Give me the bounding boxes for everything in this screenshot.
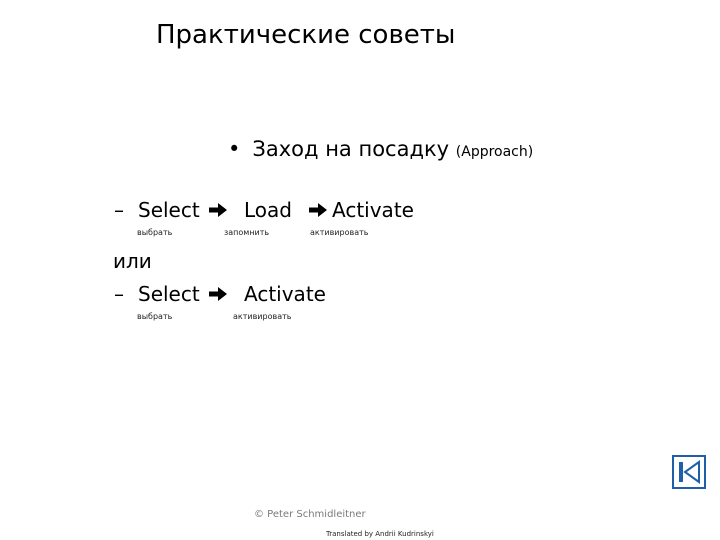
right-arrow-icon [309, 201, 327, 220]
skip-to-start-button[interactable] [672, 455, 706, 489]
bullet-dot: • [228, 137, 241, 161]
sequence1-translation-load: запомнить [224, 228, 270, 237]
sequence1-translation-activate: активировать [310, 228, 369, 237]
sequence2-translation-select: выбрать [137, 312, 173, 321]
sequence1-dash: – [114, 198, 124, 222]
right-arrow-icon [209, 285, 227, 304]
sequence2-dash: – [114, 282, 124, 306]
sequence2-step-select: Select [138, 282, 200, 306]
sequence2-translation-activate: активировать [233, 312, 292, 321]
sequence1-step-load: Load [244, 198, 292, 222]
sequence1-translation-select: выбрать [137, 228, 173, 237]
footer-copyright: © Peter Schmidleitner [254, 509, 366, 520]
slide-title: Практические советы [156, 20, 456, 50]
skip-to-start-icon [674, 457, 704, 487]
sequence2-step-activate: Activate [244, 282, 326, 306]
right-arrow-icon [209, 201, 227, 220]
sequence1-step-activate: Activate [332, 198, 414, 222]
bullet-item-approach [228, 134, 533, 167]
or-label: или [113, 249, 152, 273]
bullet-note: (Approach) [455, 144, 534, 160]
sequence1-step-select: Select [138, 198, 200, 222]
footer-translated-by: Translated by Andrii Kudrinskyi [326, 530, 434, 538]
bullet-text: Заход на посадку [252, 137, 450, 161]
